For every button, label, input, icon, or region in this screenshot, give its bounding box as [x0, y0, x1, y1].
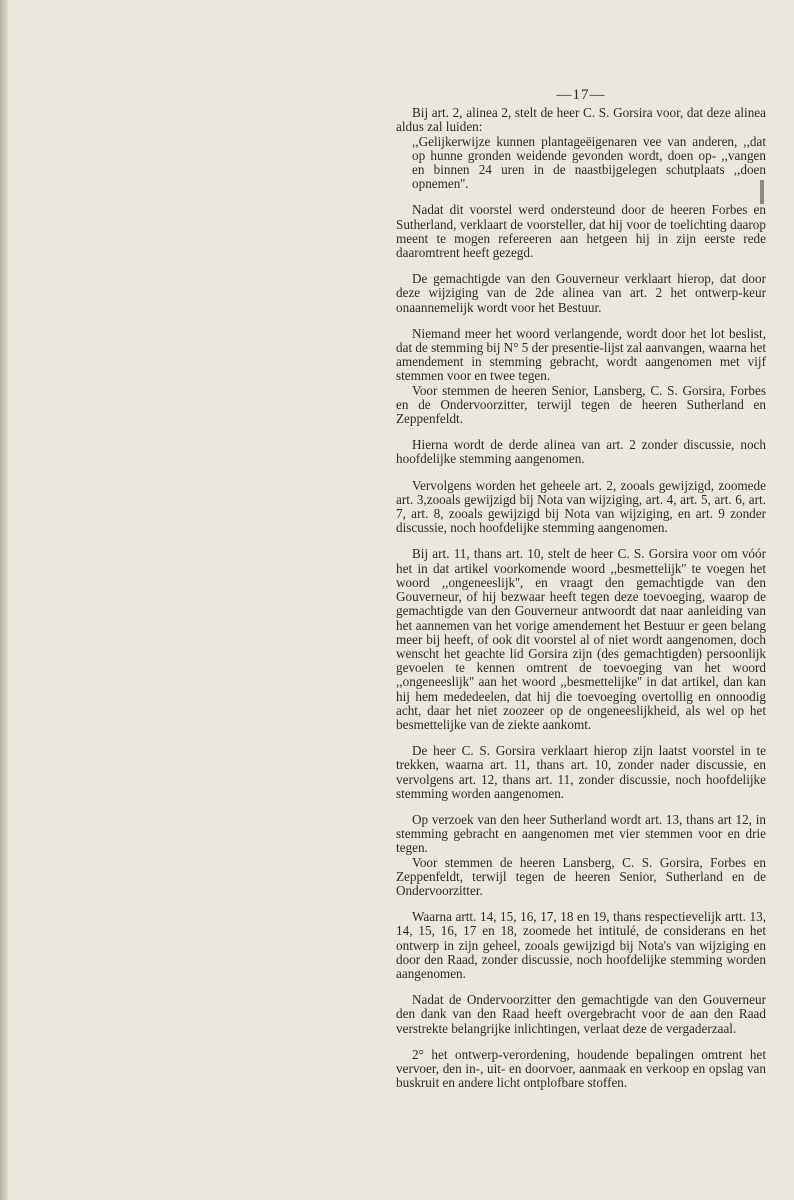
text-column [396, 88, 766, 1102]
paragraph-vote-names: Voor stemmen de heeren Senior, Lansberg, C. S. Gorsira, Forbes en de Ondervoorzitter, terwijl tegen de heeren Sutherland en Zeppenfeldt. [396, 382, 766, 427]
paragraph-gunpowder: 2° het ontwerp-verordening, houdende bepalingen omtrent het vervoer, den in-, uit- en doorvoer, aanmaak en verkoop en opslag van buskruit en andere licht ontplofbare stoffen. [396, 1046, 766, 1091]
page-left-edge [0, 0, 8, 1200]
paragraph-quote: ,,Gelijkerwijze kunnen plantageëigenaren vee van anderen, ,,dat op hunne gronden weidende gevonden wordt, doen op- ,,vangen en binnen 24 uren in de naastbijgelegen schutplaats ,,doen opnemen''. [412, 133, 766, 192]
paragraph-support: Nadat dit voorstel werd ondersteund door de heeren Forbes en Sutherland, verklaart de voorsteller, dat hij voor de toelichting daarop meent te mogen refereeren aan hetgeen hij in zijn eerste rede daaromtrent heeft gezegd. [396, 202, 766, 261]
paragraph-art13-names: Voor stemmen de heeren Lansberg, C. S. Gorsira, Forbes en Zeppenfeldt, terwijl tegen de heeren Senior, Sutherland en de Ondervoorzitter. [396, 854, 766, 898]
paragraph-art2-proposal: Bij art. 2, alinea 2, stelt de heer C. S. Gorsira voor, dat deze alinea aldus zal luiden: [396, 105, 766, 135]
paragraph-art11: Bij art. 11, thans art. 10, stelt de heer C. S. Gorsira voor om vóór het in dat artikel voorkomende woord ,,besmettelijk'' te voegen het woord ,,ongeneeslijk'', en vraagt den gemachtigde van den Gouverneur, of hij bezwaar heeft tegen deze toevoeging, waarop de gemachtigde van den Gouverneur antwoordt dat naar aanleiding van het aannemen van het vorige amendement het Bestuur er geen belang meer bij heeft, of ook dit voorstel al of niet wordt aangenomen, doch wenscht het geachte lid Gorsira zijn (des gemachtigden) persoonlijk gevoelen te kennen omtrent de toevoeging van het woord ,,ongeneeslijk'' aan het woord ,,besmettelijke'' in dat artikel, dan kan hij hem mededeelen, dat hij die toevoeging overtollig en onnoodig acht, daar het niet zoozeer op de ongeneeslijkheid, als wel op het besmettelijke van de ziekte aankomt. [396, 546, 766, 732]
paragraph-governor-response: De gemachtigde van den Gouverneur verklaart hierop, dat door deze wijziging van de 2de alinea van art. 2 het ontwerp-keur onaannemelijk wordt voor het Bestuur. [396, 271, 766, 315]
paragraph-thanks: Nadat de Ondervoorzitter den gemachtigde van den Gouverneur den dank van den Raad heeft overgebracht voor de aan den Raad verstrekte belangrijke inlichtingen, verlaat deze de vergaderzaal. [396, 992, 766, 1036]
page-number: —17— [556, 87, 606, 103]
paragraph-third-alinea: Hierna wordt de derde alinea van art. 2 zonder discussie, noch hoofdelijke stemming aangenomen. [396, 437, 766, 467]
paragraph-vote-lot: Niemand meer het woord verlangende, wordt door het lot beslist, dat de stemming bij N° 5 der presentie-lijst zal aanvangen, waarna het amendement in stemming gebracht, wordt aangenomen met vijf stemmen voor en twee tegen. [396, 325, 766, 384]
paragraph-art13-vote: Op verzoek van den heer Sutherland wordt art. 13, thans art 12, in stemming gebracht en aangenomen met vier stemmen voor en drie tegen. [396, 811, 766, 856]
paragraph-final-articles: Waarna artt. 14, 15, 16, 17, 18 en 19, thans respectievelijk artt. 13, 14, 15, 16, 17 en 18, zoomede het intitulé, de considerans en het ontwerp in zijn geheel, zooals gewijzigd bij Nota's van wijziging en door den Raad, zonder discussie, noch hoofdelijke stemming worden aangenomen. [396, 909, 766, 981]
paragraph-articles-approved: Vervolgens worden het geheele art. 2, zooals gewijzigd, zoomede art. 3,zooals gewijzigd bij Nota van wijziging, art. 4, art. 5, art. 6, art. 7, art. 8, zooals gewijzigd bij Nota van wijziging, en art. 9 zonder discussie, noch hoofdelijke stemming aangenomen. [396, 477, 766, 536]
paragraph-withdrawal: De heer C. S. Gorsira verklaart hierop zijn laatst voorstel in te trekken, waarna art. 11, thans art. 10, zonder nader discussie, en vervolgens art. 12, thans art. 11, zonder discussie, noch hoofdelijke stemming worden aangenomen. [396, 743, 766, 801]
